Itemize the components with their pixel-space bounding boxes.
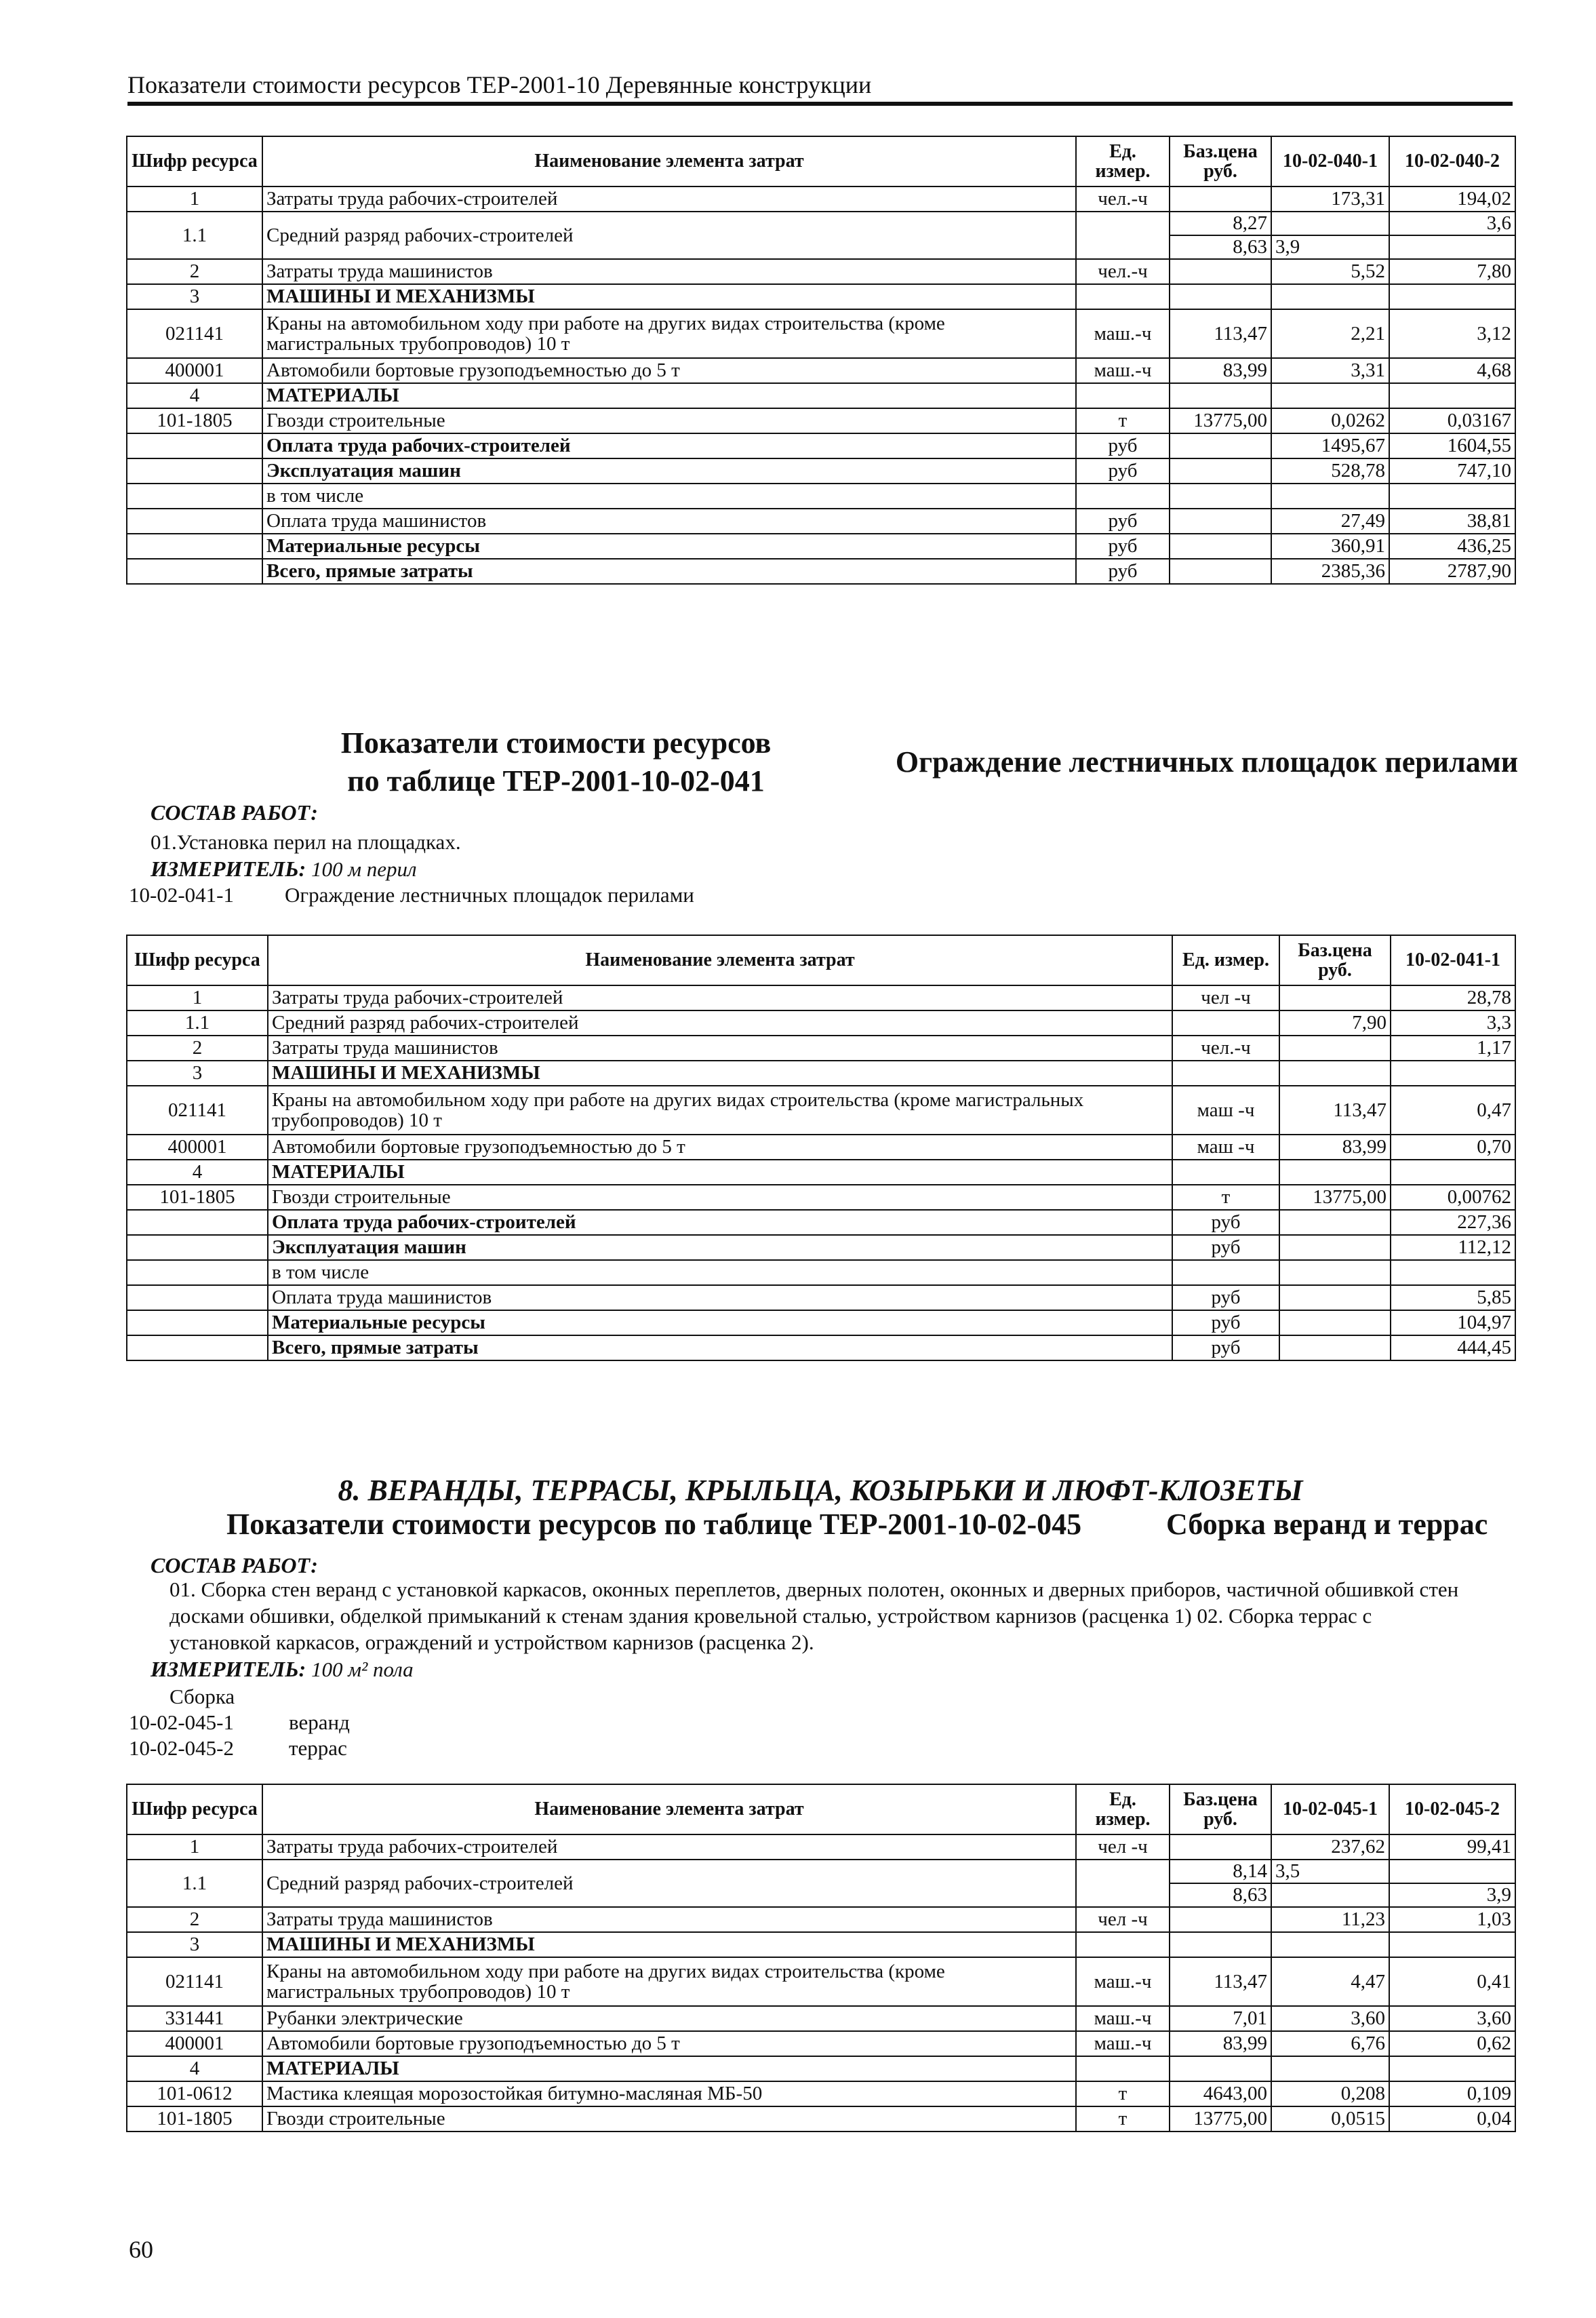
table-row: 1.1 Средний разряд рабочих-строителей 8,14 3,5 bbox=[127, 1860, 1515, 1883]
table-row: 1.1 Средний разряд рабочих-строителей 7,90 3,3 bbox=[127, 1010, 1515, 1036]
section3-title: Показатели стоимости ресурсов по таблице ТЕР-2001-10-02-045 bbox=[226, 1508, 1082, 1541]
header-code: Шифр ресурса bbox=[127, 136, 262, 186]
table-row: 3 МАШИНЫ И МЕХАНИЗМЫ bbox=[127, 1932, 1515, 1957]
table-row: 3 МАШИНЫ И МЕХАНИЗМЫ bbox=[127, 1061, 1515, 1086]
group-label: Сборка bbox=[169, 1685, 235, 1708]
table-row: 1 Затраты труда рабочих-строителей чел.-ч 173,31 194,02 bbox=[127, 186, 1515, 212]
resource-table-10-02-045: Шифр ресурса Наименование элемента затрат Ед. измер. Баз.цена руб. 10-02-045-1 10-02-045-2 1 Затраты труда рабочих-строителей чел -ч 237,62 99,41 1.1 Средний разряд рабочих-строителей 8,14 3,5 8,63 3,9 2 Затраты труда машинистов чел -ч 11,23 1,03 3 МАШИНЫ И МЕХАНИЗМЫ 021141 Краны на автомобильном ходу при работе на других видах строительства (кроме магистральных трубопроводов) 10 т маш.-ч 113,47 4,47 0,41 331441 Рубанки электрические маш.-ч 7,01 3,60 3,60 400001 Автомобили бортовые грузоподъемностью до 5 т маш.-ч 83,99 6,76 0,62 4 МАТЕРИАЛЫ 101-0612 Мастика клеящая морозостойкая битумно-масляная МБ-50 т 4643,00 0,208 0,109 101-1805 Гвозди строительные т 13775,00 0,0515 0,04 bbox=[126, 1784, 1516, 2132]
header-price: Баз.цена руб. bbox=[1170, 136, 1271, 186]
table-row: Всего, прямые затраты руб 444,45 bbox=[127, 1335, 1515, 1360]
table-row: 2 Затраты труда машинистов чел.-ч 5,52 7,80 bbox=[127, 259, 1515, 284]
measure-value: 100 м перил bbox=[311, 857, 417, 881]
header-unit: Ед. измер. bbox=[1076, 136, 1170, 186]
item-code: 10-02-045-2 bbox=[129, 1736, 234, 1760]
table-row: 400001 Автомобили бортовые грузоподъемностью до 5 т маш.-ч 83,99 3,31 4,68 bbox=[127, 358, 1515, 383]
table-row: Оплата труда машинистов руб 5,85 bbox=[127, 1285, 1515, 1310]
measure-label: ИЗМЕРИТЕЛЬ: bbox=[151, 857, 306, 881]
table-row: Оплата труда рабочих-строителей руб 1495,67 1604,55 bbox=[127, 433, 1515, 458]
measure-line bbox=[151, 1656, 414, 1683]
table-row: 1 Затраты труда рабочих-строителей чел -ч 237,62 99,41 bbox=[127, 1834, 1515, 1860]
composition-text: 01.Установка перил на площадках. bbox=[151, 830, 461, 854]
table-row: 2 Затраты труда машинистов чел -ч 11,23 1,03 bbox=[127, 1907, 1515, 1932]
table-row: Всего, прямые затраты руб 2385,36 2787,90 bbox=[127, 559, 1515, 584]
table-row: 1 Затраты труда рабочих-строителей чел -ч 28,78 bbox=[127, 985, 1515, 1010]
table-row: 101-0612 Мастика клеящая морозостойкая битумно-масляная МБ-50 т 4643,00 0,208 0,109 bbox=[127, 2081, 1515, 2106]
table-row: 400001 Автомобили бортовые грузоподъемностью до 5 т маш -ч 83,99 0,70 bbox=[127, 1135, 1515, 1160]
measure-label: ИЗМЕРИТЕЛЬ: bbox=[151, 1657, 306, 1681]
item-text: веранд bbox=[289, 1710, 350, 1734]
table-row: 2 Затраты труда машинистов чел.-ч 1,17 bbox=[127, 1036, 1515, 1061]
table-row: 4 МАТЕРИАЛЫ bbox=[127, 1160, 1515, 1185]
section2-title: Показатели стоимости ресурсов по таблице ТЕР-2001-10-02-041 bbox=[340, 726, 772, 798]
section3-right-title: Сборка веранд и террас bbox=[1166, 1508, 1488, 1541]
header-col2: 10-02-040-2 bbox=[1389, 136, 1515, 186]
header-name: Наименование элемента затрат bbox=[262, 136, 1076, 186]
composition-text: 01. Сборка стен веранд с установкой каркасов, оконных переплетов, дверных полотен, оконных и дверных приборов, частичной обшивкой стен досками обшивки, обделкой примыканий к стенам здания кровельной сталью, устройством карнизов (расценка 1) 02. Сборка террас с установкой каркасов, ограждений и устройством карнизов (расценка 2). bbox=[169, 1577, 1459, 1654]
composition-label: СОСТАВ РАБОТ: bbox=[151, 1553, 318, 1577]
table-row: 101-1805 Гвозди строительные т 13775,00 0,0262 0,03167 bbox=[127, 408, 1515, 433]
table-row: 021141 Краны на автомобильном ходу при работе на других видах строительства (кроме магистральных трубопроводов) 10 т маш.-ч 113,47 4,47 0,41 bbox=[127, 1957, 1515, 2006]
resource-table-10-02-040 bbox=[126, 136, 1516, 585]
header-col1: 10-02-040-1 bbox=[1271, 136, 1389, 186]
code-item-text: Ограждение лестничных площадок перилами bbox=[285, 883, 694, 907]
table-row: 101-1805 Гвозди строительные т 13775,00 0,0515 0,04 bbox=[127, 2106, 1515, 2132]
table-row: 8,63 3,9 bbox=[127, 235, 1515, 259]
table-row: 1.1 Средний разряд рабочих-строителей 8,27 3,6 bbox=[127, 212, 1515, 235]
composition-label: СОСТАВ РАБОТ: bbox=[151, 800, 318, 825]
table-row: 021141 Краны на автомобильном ходу при работе на других видах строительства (кроме магистральных трубопроводов) 10 т маш.-ч 113,47 2,21 3,12 bbox=[127, 309, 1515, 358]
table-row: Материальные ресурсы руб 104,97 bbox=[127, 1310, 1515, 1335]
table-row: 4 МАТЕРИАЛЫ bbox=[127, 2056, 1515, 2081]
resource-table-10-02-041: Шифр ресурса Наименование элемента затрат Ед. измер. Баз.цена руб. 10-02-041-1 1 Затраты труда рабочих-строителей чел -ч 28,78 1.1 Средний разряд рабочих-строителей 7,90 3,3 2 Затраты труда машинистов чел.-ч 1,17 3 МАШИНЫ И МЕХАНИЗМЫ 021141 Краны на автомобильном ходу при работе на других видах строительства (кроме магистральных трубопроводов) 10 т маш -ч 113,47 0,47 400001 Автомобили бортовые грузоподъемностью до 5 т маш -ч 83,99 0,70 4 МАТЕРИАЛЫ 101-1805 Гвозди строительные т 13775,00 0,00762 Оплата труда рабочих-строителей руб 227,36 Эксплуатация машин руб 112,12 в том числе Оплата труда машинистов руб 5,85 Материальные ресурсы руб 104,97 Всего, прямые затраты руб 444,45 bbox=[126, 935, 1516, 1361]
table-row: 400001 Автомобили бортовые грузоподъемностью до 5 т маш.-ч 83,99 6,76 0,62 bbox=[127, 2031, 1515, 2056]
table-row: в том числе bbox=[127, 1260, 1515, 1285]
chapter-title: 8. ВЕРАНДЫ, ТЕРРАСЫ, КРЫЛЬЦА, КОЗЫРЬКИ И ЛЮФТ-КЛОЗЕТЫ bbox=[338, 1474, 1303, 1507]
table-row: 4 МАТЕРИАЛЫ bbox=[127, 383, 1515, 408]
table-row: 021141 Краны на автомобильном ходу при работе на других видах строительства (кроме магистральных трубопроводов) 10 т маш -ч 113,47 0,47 bbox=[127, 1086, 1515, 1135]
table-row: 8,63 3,9 bbox=[127, 1883, 1515, 1907]
item-text: террас bbox=[289, 1736, 347, 1760]
table-row: 331441 Рубанки электрические маш.-ч 7,01 3,60 3,60 bbox=[127, 2006, 1515, 2031]
table-row: Эксплуатация машин руб 528,78 747,10 bbox=[127, 458, 1515, 484]
table-row: 3 МАШИНЫ И МЕХАНИЗМЫ bbox=[127, 284, 1515, 309]
table-row: Материальные ресурсы руб 360,91 436,25 bbox=[127, 534, 1515, 559]
table-row: Оплата труда машинистов руб 27,49 38,81 bbox=[127, 509, 1515, 534]
section2-right-title: Ограждение лестничных площадок перилами bbox=[895, 745, 1519, 779]
item-code: 10-02-045-1 bbox=[129, 1710, 234, 1734]
header-rule bbox=[127, 102, 1513, 106]
page-number: 60 bbox=[129, 2236, 153, 2263]
table-row: в том числе bbox=[127, 484, 1515, 509]
code-item-code: 10-02-041-1 bbox=[129, 883, 234, 907]
table-row: 101-1805 Гвозди строительные т 13775,00 0,00762 bbox=[127, 1185, 1515, 1210]
table-row: Эксплуатация машин руб 112,12 bbox=[127, 1235, 1515, 1260]
measure-line bbox=[151, 856, 417, 882]
table-row: Оплата труда рабочих-строителей руб 227,36 bbox=[127, 1210, 1515, 1235]
page-header: Показатели стоимости ресурсов ТЕР-2001-10 Деревянные конструкции bbox=[127, 71, 872, 98]
measure-value: 100 м² пола bbox=[311, 1657, 414, 1681]
